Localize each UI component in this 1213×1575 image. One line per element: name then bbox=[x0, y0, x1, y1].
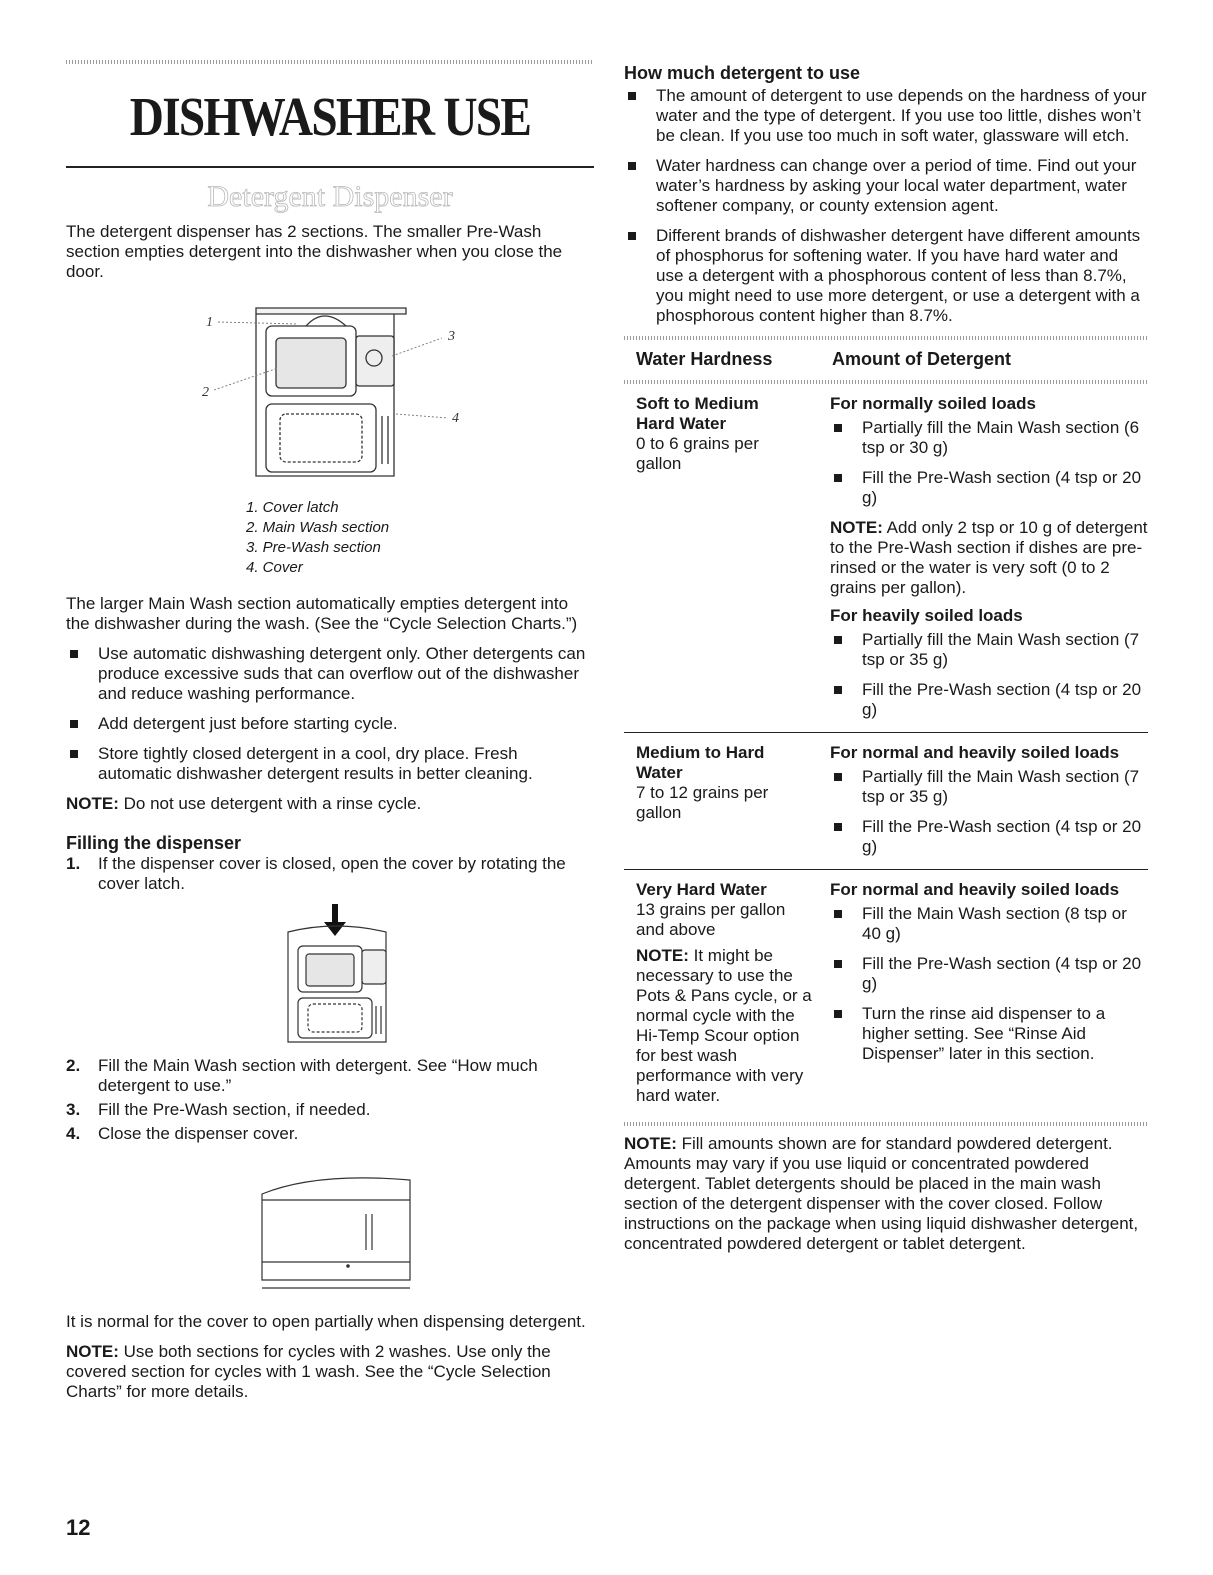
list-item: The amount of detergent to use depends on the hardness of your water and the type of detergent. If you use too little, dishes won’t be clean. If you use too much in soft water, glassware will etch. bbox=[624, 86, 1148, 146]
step-item bbox=[66, 854, 594, 894]
hardness-label: Medium to Hard Water bbox=[636, 743, 765, 782]
list-item: Partially fill the Main Wash section (6 tsp or 30 g) bbox=[830, 418, 1148, 458]
header-water-hardness: Water Hardness bbox=[636, 349, 773, 369]
list-item: Fill the Main Wash section (8 tsp or 40 g) bbox=[830, 904, 1148, 944]
diagram-number-4: 4 bbox=[452, 411, 459, 426]
legend-item: 3. Pre-Wash section bbox=[246, 539, 381, 556]
step-number: 4. bbox=[66, 1124, 81, 1143]
list-item: Fill the Pre-Wash section (4 tsp or 20 g) bbox=[830, 954, 1148, 994]
open-cover-diagram-svg bbox=[66, 902, 594, 1050]
note-label: NOTE: bbox=[66, 1342, 119, 1361]
note-text: Use both sections for cycles with 2 washes. Use only the covered section for cycles with 1 wash. See the “Cycle Selection Charts” for more details. bbox=[66, 1342, 551, 1401]
table-bottom-rule bbox=[624, 1122, 1148, 1126]
hardness-info-list bbox=[624, 86, 1148, 326]
load-heading: For normal and heavily soiled loads bbox=[830, 743, 1120, 762]
diagram-number-3: 3 bbox=[448, 329, 455, 344]
hardness-label: Soft to Medium Hard Water bbox=[636, 394, 759, 433]
load-heading: For heavily soiled loads bbox=[830, 606, 1023, 625]
load-heading: For normal and heavily soiled loads bbox=[830, 880, 1120, 899]
fill-amount-note bbox=[624, 1134, 1148, 1254]
how-much-heading: How much detergent to use bbox=[624, 63, 861, 83]
note-label: NOTE: bbox=[624, 1134, 677, 1153]
very-hard-note bbox=[636, 946, 812, 1106]
filling-steps-1 bbox=[66, 854, 594, 894]
note-text: It might be necessary to use the Pots & Pans cycle, or a normal cycle with the Hi-Temp Scour option for best wash performance with very hard water. bbox=[636, 946, 812, 1105]
note-text: Do not use detergent with a rinse cycle. bbox=[118, 794, 422, 813]
note-text: Fill amounts shown are for standard powdered detergent. Amounts may vary if you use liquid or concentrated powdered detergent. Tablet detergents should be placed in the main wash section of the detergent dispenser with the cover closed. Follow instructions on the package when using liquid dishwasher detergent, concentrated powdered detergent or tablet detergent. bbox=[624, 1134, 1139, 1253]
closed-cover-diagram bbox=[66, 1164, 594, 1304]
note-text: Add only 2 tsp or 10 g of detergent to the Pre-Wash section if dishes are pre-rinsed or the water is very soft (0 to 2 grains per gallon). bbox=[830, 518, 1148, 597]
step-item bbox=[66, 1124, 594, 1144]
hardness-label: Very Hard Water bbox=[636, 880, 767, 899]
table-row bbox=[624, 733, 1148, 870]
diagram-number-1: 1 bbox=[206, 315, 213, 330]
sections-note bbox=[66, 1342, 594, 1402]
diagram-number-2: 2 bbox=[202, 385, 209, 400]
page-number: 12 bbox=[66, 1515, 91, 1540]
amount-list bbox=[830, 767, 1148, 857]
step-number: 2. bbox=[66, 1056, 81, 1075]
amount-list bbox=[830, 904, 1148, 1064]
list-item: Partially fill the Main Wash section (7 tsp or 35 g) bbox=[830, 630, 1148, 670]
down-arrow-icon bbox=[324, 904, 346, 936]
filling-steps-2 bbox=[66, 1056, 594, 1144]
note-label: NOTE: bbox=[830, 518, 883, 537]
step-number: 1. bbox=[66, 854, 81, 873]
dispenser-diagram bbox=[66, 296, 594, 492]
step-text: Fill the Main Wash section with detergent. See “How much detergent to use.” bbox=[98, 1056, 538, 1095]
open-cover-diagram bbox=[66, 902, 594, 1050]
amount-list bbox=[830, 630, 1148, 720]
table-header-row bbox=[624, 340, 1148, 380]
list-item: Add detergent just before starting cycle. bbox=[66, 714, 594, 734]
diagram-legend bbox=[246, 498, 594, 578]
filling-heading: Filling the dispenser bbox=[66, 833, 242, 853]
step-number: 3. bbox=[66, 1100, 81, 1119]
header-amount-detergent: Amount of Detergent bbox=[832, 349, 1011, 369]
list-item: Different brands of dishwasher detergent have different amounts of phosphorus for softening water. If you have hard water and use a detergent with a phosphorous content of less than 8.7%, you might need to use more detergent, or use a detergent with a phosphorous content higher than 8.7%. bbox=[624, 226, 1148, 326]
normal-open-paragraph: It is normal for the cover to open partially when dispensing detergent. bbox=[66, 1312, 586, 1331]
grains-range: 7 to 12 grains per gallon bbox=[636, 783, 769, 822]
list-item: Water hardness can change over a period of time. Find out your water’s hardness by asking your local water department, water softener company, or county extension agent. bbox=[624, 156, 1148, 216]
dispenser-intro: The detergent dispenser has 2 sections. The smaller Pre-Wash section empties detergent into the dishwasher when you close the door. bbox=[66, 222, 563, 281]
step-item bbox=[66, 1056, 594, 1096]
page-title: DISHWASHER USE bbox=[129, 86, 531, 147]
amount-list bbox=[830, 418, 1148, 508]
legend-item: 1. Cover latch bbox=[246, 499, 339, 516]
list-item: Fill the Pre-Wash section (4 tsp or 20 g) bbox=[830, 468, 1148, 508]
grains-range: 13 grains per gallon and above bbox=[636, 900, 786, 939]
list-item: Fill the Pre-Wash section (4 tsp or 20 g) bbox=[830, 817, 1148, 857]
step-text: Fill the Pre-Wash section, if needed. bbox=[98, 1100, 371, 1119]
list-item: Use automatic dishwashing detergent only. Other detergents can produce excessive suds that can overflow out of the dishwasher and reduce washing performance. bbox=[66, 644, 594, 704]
load-heading: For normally soiled loads bbox=[830, 394, 1036, 413]
list-item: Store tightly closed detergent in a cool, dry place. Fresh automatic dishwasher detergent results in better cleaning. bbox=[66, 744, 594, 784]
table-row bbox=[624, 870, 1148, 1119]
detergent-tips-list bbox=[66, 644, 594, 784]
section-heading: Detergent Dispenser bbox=[207, 180, 453, 213]
rinse-note bbox=[66, 794, 594, 814]
legend-item: 4. Cover bbox=[246, 559, 303, 576]
left-column bbox=[66, 60, 594, 1412]
grains-range: 0 to 6 grains per gallon bbox=[636, 434, 759, 473]
list-item: Turn the rinse aid dispenser to a higher setting. See “Rinse Aid Dispenser” later in this section. bbox=[830, 1004, 1148, 1064]
list-item: Partially fill the Main Wash section (7 tsp or 35 g) bbox=[830, 767, 1148, 807]
step-item bbox=[66, 1100, 594, 1120]
step-text: Close the dispenser cover. bbox=[98, 1124, 299, 1143]
step-text: If the dispenser cover is closed, open the cover by rotating the cover latch. bbox=[98, 854, 566, 893]
note-label: NOTE: bbox=[66, 794, 119, 813]
legend-item: 2. Main Wash section bbox=[246, 519, 390, 536]
table-row bbox=[624, 384, 1148, 733]
list-item: Fill the Pre-Wash section (4 tsp or 20 g) bbox=[830, 680, 1148, 720]
right-column bbox=[624, 62, 1148, 1254]
top-dotted-rule bbox=[66, 60, 594, 64]
prerinse-note bbox=[830, 518, 1148, 598]
main-wash-paragraph: The larger Main Wash section automatically empties detergent into the dishwasher during the wash. (See the “Cycle Selection Charts.”) bbox=[66, 594, 578, 633]
water-hardness-table bbox=[624, 340, 1148, 1118]
note-label: NOTE: bbox=[636, 946, 689, 965]
closed-cover-diagram-svg bbox=[66, 1164, 594, 1304]
title-rule bbox=[66, 166, 594, 168]
dispenser-diagram-svg bbox=[66, 296, 594, 492]
